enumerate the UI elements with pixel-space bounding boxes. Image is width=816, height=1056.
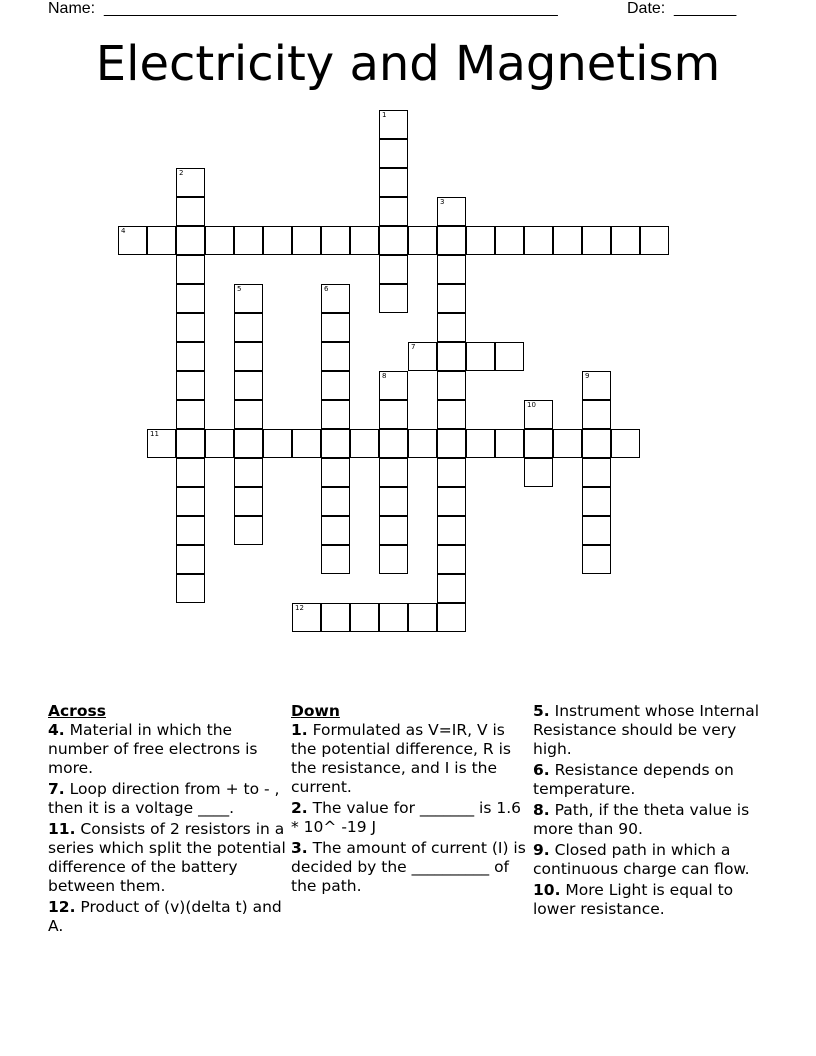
date-label: Date: xyxy=(627,0,666,17)
cell-number: 3 xyxy=(440,198,445,206)
clue-number: 12. xyxy=(48,898,76,916)
crossword-cell[interactable] xyxy=(350,226,379,255)
crossword-cell[interactable] xyxy=(495,342,524,371)
crossword-cell[interactable] xyxy=(582,487,611,516)
crossword-cell[interactable] xyxy=(176,487,205,516)
down-clue xyxy=(291,721,529,797)
cell-number: 1 xyxy=(382,111,387,119)
clue-text: Instrument whose Internal Resistance should be very high. xyxy=(533,702,760,758)
crossword-cell[interactable] xyxy=(437,197,466,226)
across-clue xyxy=(48,780,288,818)
clue-text: The value for _______ is 1.6 * 10^ -19 J xyxy=(291,799,522,836)
clue-number: 7. xyxy=(48,780,65,798)
cell-number: 8 xyxy=(382,372,387,380)
cell-number: 12 xyxy=(295,604,304,612)
crossword-cell[interactable] xyxy=(611,226,640,255)
clue-number: 2. xyxy=(291,799,308,817)
crossword-cell[interactable] xyxy=(176,371,205,400)
crossword-cell[interactable] xyxy=(234,400,263,429)
crossword-cell[interactable] xyxy=(176,197,205,226)
crossword-cell[interactable] xyxy=(437,516,466,545)
date-line[interactable]: _______ xyxy=(674,0,737,17)
across-clue xyxy=(48,820,288,896)
crossword-cell[interactable] xyxy=(379,110,408,139)
crossword-cell[interactable] xyxy=(321,429,350,458)
crossword-cell[interactable] xyxy=(582,429,611,458)
down-clue xyxy=(533,702,773,759)
crossword-cell[interactable] xyxy=(379,603,408,632)
clues-column-2 xyxy=(291,702,529,898)
crossword-cell[interactable] xyxy=(321,400,350,429)
crossword-cell[interactable] xyxy=(321,487,350,516)
crossword-cell[interactable] xyxy=(437,574,466,603)
crossword-cell[interactable] xyxy=(408,226,437,255)
clue-number: 4. xyxy=(48,721,65,739)
crossword-cell[interactable] xyxy=(234,226,263,255)
crossword-cell[interactable] xyxy=(321,371,350,400)
cell-number: 10 xyxy=(527,401,536,409)
crossword-cell[interactable] xyxy=(263,429,292,458)
crossword-cell[interactable] xyxy=(176,516,205,545)
crossword-cell[interactable] xyxy=(176,574,205,603)
crossword-cell[interactable] xyxy=(437,458,466,487)
crossword-cell[interactable] xyxy=(437,545,466,574)
across-heading: Across xyxy=(48,702,106,720)
cell-number: 7 xyxy=(411,343,416,351)
crossword-cell[interactable] xyxy=(466,342,495,371)
clue-text: Loop direction from + to - , then it is a voltage ____. xyxy=(48,780,280,817)
clue-text: Product of (v)(delta t) and A. xyxy=(48,898,282,935)
crossword-cell[interactable] xyxy=(176,313,205,342)
crossword-cell[interactable] xyxy=(379,516,408,545)
crossword-cell[interactable] xyxy=(176,458,205,487)
crossword-cell[interactable] xyxy=(234,458,263,487)
crossword-cell[interactable] xyxy=(176,400,205,429)
crossword-cell[interactable] xyxy=(408,342,437,371)
crossword-cell[interactable] xyxy=(234,284,263,313)
crossword-cell[interactable] xyxy=(379,487,408,516)
crossword-cell[interactable] xyxy=(379,458,408,487)
crossword-cell[interactable] xyxy=(263,226,292,255)
crossword-cell[interactable] xyxy=(379,400,408,429)
crossword-cell[interactable] xyxy=(640,226,669,255)
crossword-cell[interactable] xyxy=(321,313,350,342)
crossword-cell[interactable] xyxy=(582,371,611,400)
crossword-cell[interactable] xyxy=(147,429,176,458)
crossword-cell[interactable] xyxy=(118,226,147,255)
page-title: Electricity and Magnetism xyxy=(95,36,721,92)
crossword-cell[interactable] xyxy=(379,139,408,168)
crossword-cell[interactable] xyxy=(582,226,611,255)
cell-number: 5 xyxy=(237,285,242,293)
down-clue xyxy=(291,799,529,837)
crossword-cell[interactable] xyxy=(553,429,582,458)
crossword-cell[interactable] xyxy=(176,429,205,458)
crossword-cell[interactable] xyxy=(437,313,466,342)
cell-number: 6 xyxy=(324,285,329,293)
crossword-cell[interactable] xyxy=(524,400,553,429)
clue-number: 3. xyxy=(291,839,308,857)
crossword-cell[interactable] xyxy=(234,516,263,545)
cell-number: 9 xyxy=(585,372,590,380)
clue-number: 8. xyxy=(533,801,550,819)
crossword-cell[interactable] xyxy=(176,342,205,371)
clue-number: 6. xyxy=(533,761,550,779)
crossword-cell[interactable] xyxy=(582,458,611,487)
crossword-cell[interactable] xyxy=(292,429,321,458)
crossword-cell[interactable] xyxy=(437,226,466,255)
clue-text: Consists of 2 resistors in a series which split the potential difference of the battery between them. xyxy=(48,820,286,895)
cell-number: 2 xyxy=(179,169,184,177)
clue-text: Resistance depends on temperature. xyxy=(533,761,734,798)
crossword-cell[interactable] xyxy=(321,458,350,487)
down-clue xyxy=(533,881,773,919)
crossword-cell[interactable] xyxy=(379,429,408,458)
crossword-cell[interactable] xyxy=(292,603,321,632)
crossword-cell[interactable] xyxy=(466,226,495,255)
clue-text: The amount of current (I) is decided by the __________ of the path. xyxy=(291,839,526,895)
across-clue xyxy=(48,721,288,778)
clue-number: 9. xyxy=(533,841,550,859)
crossword-cell[interactable] xyxy=(524,226,553,255)
crossword-cell[interactable] xyxy=(408,603,437,632)
crossword-cell[interactable] xyxy=(321,226,350,255)
crossword-cell[interactable] xyxy=(234,487,263,516)
crossword-cell[interactable] xyxy=(176,226,205,255)
down-clue xyxy=(533,801,773,839)
across-clue xyxy=(48,898,288,936)
crossword-cell[interactable] xyxy=(611,429,640,458)
crossword-cell[interactable] xyxy=(379,197,408,226)
cell-number: 11 xyxy=(150,430,159,438)
crossword-cell[interactable] xyxy=(321,284,350,313)
down-clue xyxy=(533,841,773,879)
crossword-cell[interactable] xyxy=(379,284,408,313)
crossword-cell[interactable] xyxy=(321,342,350,371)
crossword-cell[interactable] xyxy=(379,545,408,574)
clues-column-3 xyxy=(533,702,773,921)
name-label: Name: xyxy=(48,0,96,17)
crossword-cell[interactable] xyxy=(176,255,205,284)
crossword-cell[interactable] xyxy=(437,371,466,400)
crossword-cell[interactable] xyxy=(495,226,524,255)
crossword-cell[interactable] xyxy=(321,545,350,574)
crossword-cell[interactable] xyxy=(234,313,263,342)
clue-text: Closed path in which a continuous charge can flow. xyxy=(533,841,750,878)
clues-column-1 xyxy=(48,702,288,938)
crossword-cell[interactable] xyxy=(553,226,582,255)
crossword-cell[interactable] xyxy=(379,226,408,255)
crossword-cell[interactable] xyxy=(437,603,466,632)
clue-text: Formulated as V=IR, V is the potential difference, R is the resistance, and I is the current. xyxy=(291,721,511,796)
crossword-cell[interactable] xyxy=(234,429,263,458)
crossword-cell[interactable] xyxy=(437,342,466,371)
clue-text: Material in which the number of free electrons is more. xyxy=(48,721,258,777)
crossword-cell[interactable] xyxy=(292,226,321,255)
crossword-cell[interactable] xyxy=(379,255,408,284)
crossword-cell[interactable] xyxy=(176,168,205,197)
crossword-cell[interactable] xyxy=(437,429,466,458)
crossword-cell[interactable] xyxy=(321,603,350,632)
down-heading: Down xyxy=(291,702,340,720)
crossword-cell[interactable] xyxy=(350,603,379,632)
crossword-cell[interactable] xyxy=(495,429,524,458)
crossword-cell[interactable] xyxy=(582,516,611,545)
crossword-cell[interactable] xyxy=(176,545,205,574)
crossword-cell[interactable] xyxy=(466,429,495,458)
crossword-cell[interactable] xyxy=(234,342,263,371)
clue-number: 1. xyxy=(291,721,308,739)
clue-number: 5. xyxy=(533,702,550,720)
crossword-cell[interactable] xyxy=(205,226,234,255)
crossword-cell[interactable] xyxy=(437,487,466,516)
crossword-cell[interactable] xyxy=(524,458,553,487)
crossword-cell[interactable] xyxy=(437,400,466,429)
crossword-cell[interactable] xyxy=(524,429,553,458)
down-clue xyxy=(291,839,529,896)
clue-number: 10. xyxy=(533,881,561,899)
clue-text: Path, if the theta value is more than 90. xyxy=(533,801,750,838)
down-clue xyxy=(533,761,773,799)
crossword-cell[interactable] xyxy=(379,168,408,197)
crossword-cell[interactable] xyxy=(379,371,408,400)
crossword-cell[interactable] xyxy=(408,429,437,458)
crossword-cell[interactable] xyxy=(176,284,205,313)
crossword-cell[interactable] xyxy=(582,545,611,574)
crossword-cell[interactable] xyxy=(234,371,263,400)
crossword-cell[interactable] xyxy=(147,226,176,255)
cell-number: 4 xyxy=(121,227,126,235)
clue-text: More Light is equal to lower resistance. xyxy=(533,881,734,918)
crossword-cell[interactable] xyxy=(350,429,379,458)
crossword-cell[interactable] xyxy=(437,284,466,313)
crossword-cell[interactable] xyxy=(582,400,611,429)
name-line[interactable]: ___________________________________________________ xyxy=(104,0,558,17)
crossword-cell[interactable] xyxy=(205,429,234,458)
crossword-cell[interactable] xyxy=(437,255,466,284)
clue-number: 11. xyxy=(48,820,76,838)
crossword-cell[interactable] xyxy=(321,516,350,545)
